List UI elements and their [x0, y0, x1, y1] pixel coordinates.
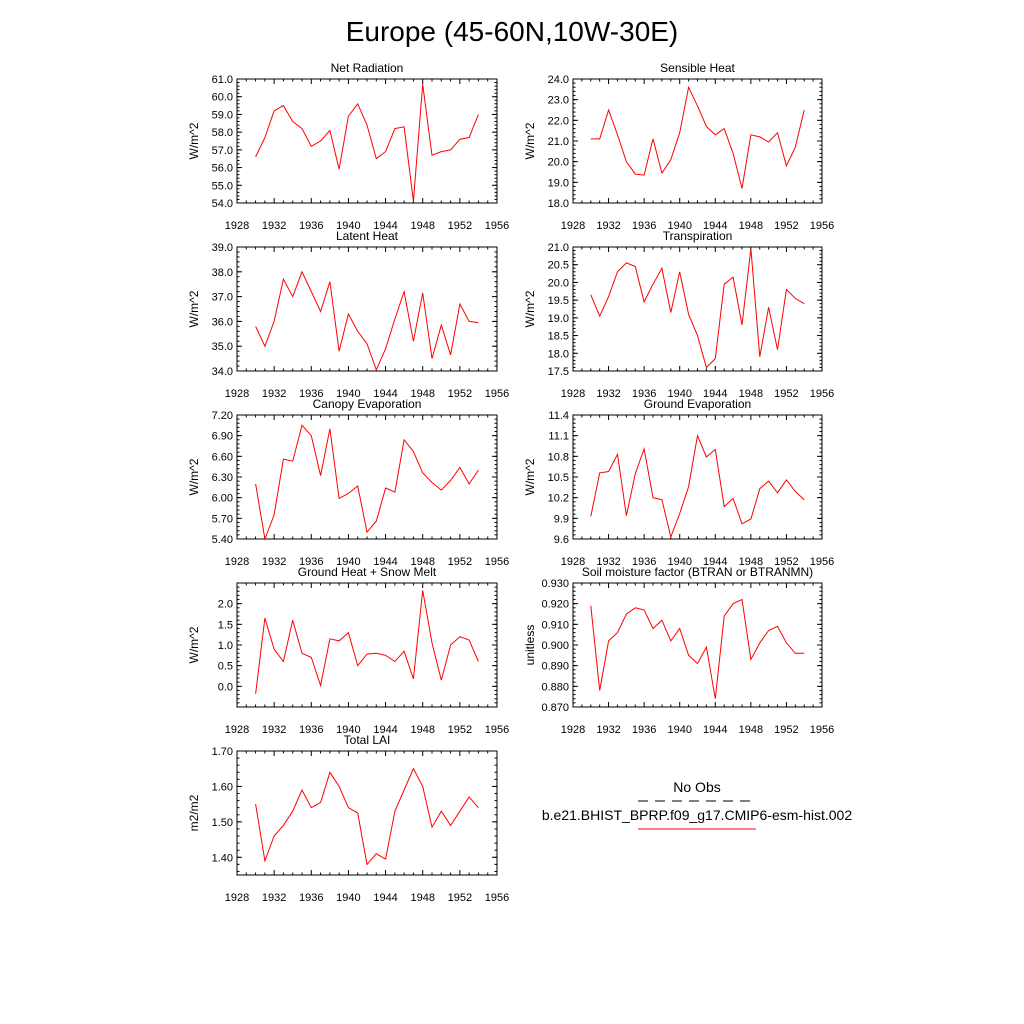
y-tick-label: 0.920 [541, 598, 569, 611]
x-tick-label: 1944 [373, 388, 398, 400]
x-tick-label: 1940 [667, 388, 692, 400]
y-tick-label: 20.0 [547, 156, 569, 169]
y-tick-label: 61.0 [211, 74, 233, 86]
chart-panel [187, 61, 509, 232]
y-tick-label: 24.0 [547, 74, 569, 86]
y-tick-label: 6.90 [211, 430, 233, 443]
figure-title: Europe (45-60N,10W-30E) [345, 16, 679, 47]
x-tick-label: 1952 [774, 556, 799, 568]
x-tick-label: 1956 [484, 220, 510, 232]
x-tick-label: 1956 [809, 556, 835, 568]
x-tick-label: 1936 [299, 892, 324, 904]
y-tick-label: 1.5 [217, 619, 233, 632]
y-tick-label: 55.0 [211, 180, 233, 193]
y-tick-label: 21.0 [547, 242, 569, 254]
x-tick-label: 1948 [410, 724, 435, 736]
legend-label-obs: No Obs [673, 779, 721, 795]
plot-frame [573, 583, 822, 707]
x-tick-label: 1928 [560, 388, 586, 400]
x-tick-label: 1940 [667, 220, 692, 232]
y-tick-label: 20.0 [547, 277, 569, 290]
plot-frame [237, 751, 497, 875]
x-tick-label: 1940 [667, 724, 692, 736]
chart-panel [187, 397, 509, 568]
y-tick-label: 23.0 [547, 94, 569, 107]
x-tick-label: 1932 [261, 556, 287, 568]
y-tick-label: 0.870 [541, 702, 569, 714]
chart-panel [523, 565, 834, 736]
panels [187, 61, 834, 904]
x-tick-label: 1956 [484, 724, 510, 736]
y-tick-label: 1.60 [211, 781, 233, 794]
y-tick-label: 34.0 [211, 366, 233, 378]
x-tick-label: 1952 [447, 724, 473, 736]
y-tick-label: 11.4 [548, 410, 569, 422]
legend [542, 779, 852, 829]
y-tick-label: 36.0 [211, 316, 233, 329]
x-tick-label: 1952 [774, 724, 799, 736]
x-tick-label: 1932 [261, 724, 287, 736]
chart-panel [523, 229, 834, 400]
x-tick-label: 1928 [224, 388, 250, 400]
y-tick-label: 2.0 [217, 598, 233, 611]
y-tick-label: 57.0 [211, 144, 233, 157]
panel-title: Ground Evaporation [643, 397, 752, 411]
y-tick-label: 35.0 [211, 341, 233, 354]
x-tick-label: 1928 [224, 892, 250, 904]
y-tick-label: 22.0 [547, 115, 569, 128]
y-tick-label: 6.60 [211, 451, 233, 464]
x-tick-label: 1940 [336, 220, 361, 232]
y-tick-label: 58.0 [211, 127, 233, 140]
y-tick-label: 0.910 [541, 619, 569, 632]
plot-frame [573, 247, 822, 371]
panel-title: Soil moisture factor (BTRAN or BTRANMN) [581, 565, 814, 579]
y-axis-label: W/m^2 [523, 122, 537, 160]
x-tick-label: 1948 [410, 388, 435, 400]
y-tick-label: 19.0 [547, 177, 569, 190]
y-tick-label: 6.00 [211, 492, 233, 505]
y-axis-label: W/m^2 [523, 290, 537, 328]
y-tick-label: 19.5 [547, 295, 569, 308]
plot-frame [237, 247, 497, 371]
x-tick-label: 1932 [261, 220, 287, 232]
y-tick-label: 0.880 [541, 681, 569, 694]
x-tick-label: 1936 [631, 388, 657, 400]
x-tick-label: 1932 [596, 556, 621, 568]
x-tick-label: 1932 [596, 388, 621, 400]
x-tick-label: 1948 [410, 892, 435, 904]
chart-panel [523, 397, 834, 568]
series-line [591, 87, 804, 188]
x-tick-label: 1944 [703, 724, 728, 736]
panel-title: Transpiration [662, 229, 733, 243]
x-tick-label: 1952 [774, 388, 799, 400]
y-axis-label: W/m^2 [187, 458, 201, 496]
x-tick-label: 1940 [336, 724, 361, 736]
series-line [256, 272, 479, 370]
y-tick-label: 0.900 [541, 640, 569, 652]
panel-title: Canopy Evaporation [312, 397, 422, 411]
x-tick-label: 1940 [336, 388, 361, 400]
chart-panel [187, 733, 509, 904]
y-tick-label: 17.5 [547, 366, 569, 378]
x-tick-label: 1952 [774, 220, 799, 232]
series-line [256, 769, 479, 865]
y-tick-label: 56.0 [211, 162, 233, 175]
y-tick-label: 20.5 [547, 259, 569, 272]
y-tick-label: 10.5 [547, 472, 569, 484]
x-tick-label: 1944 [703, 388, 728, 400]
plot-frame [237, 583, 497, 707]
chart-panel [187, 565, 509, 736]
panel-title: Latent Heat [335, 229, 399, 243]
y-axis-label: m2/m2 [187, 794, 201, 832]
y-tick-label: 9.9 [553, 513, 569, 526]
panel-title: Sensible Heat [660, 61, 735, 75]
y-tick-label: 21.0 [547, 136, 569, 148]
y-tick-label: 37.0 [211, 291, 233, 304]
x-tick-label: 1956 [484, 556, 510, 568]
x-tick-label: 1944 [703, 220, 728, 232]
x-tick-label: 1948 [410, 220, 435, 232]
y-tick-label: 54.0 [211, 198, 233, 210]
panel-title: Net Radiation [330, 61, 404, 75]
x-tick-label: 1948 [738, 388, 764, 400]
x-tick-label: 1932 [596, 724, 621, 736]
x-tick-label: 1956 [809, 388, 835, 400]
y-tick-label: 39.0 [211, 242, 233, 254]
x-tick-label: 1940 [336, 892, 361, 904]
y-tick-label: 1.40 [211, 852, 233, 865]
x-tick-label: 1944 [373, 556, 398, 568]
x-tick-label: 1944 [373, 220, 398, 232]
x-tick-label: 1956 [809, 724, 835, 736]
x-tick-label: 1940 [667, 556, 692, 568]
plot-frame [573, 415, 822, 539]
x-tick-label: 1928 [560, 556, 586, 568]
x-tick-label: 1936 [299, 724, 324, 736]
y-tick-label: 0.890 [541, 660, 569, 673]
x-tick-label: 1944 [703, 556, 728, 568]
x-tick-label: 1948 [410, 556, 435, 568]
panel-title: Ground Heat + Snow Melt [297, 565, 437, 579]
chart-panel [523, 61, 834, 232]
plot-frame [573, 79, 822, 203]
x-tick-label: 1932 [596, 220, 621, 232]
x-tick-label: 1932 [261, 388, 287, 400]
y-axis-label: W/m^2 [187, 122, 201, 160]
y-tick-label: 6.30 [211, 472, 233, 484]
series-line [256, 84, 479, 201]
y-axis-label: W/m^2 [187, 626, 201, 664]
x-tick-label: 1928 [560, 724, 586, 736]
series-line [256, 425, 479, 539]
x-tick-label: 1956 [484, 388, 510, 400]
y-tick-label: 0.5 [217, 660, 233, 673]
x-tick-label: 1952 [447, 556, 473, 568]
x-tick-label: 1936 [299, 220, 324, 232]
series-line [256, 590, 479, 693]
y-tick-label: 38.0 [211, 266, 233, 279]
x-tick-label: 1956 [484, 892, 510, 904]
x-tick-label: 1928 [224, 724, 250, 736]
y-tick-label: 5.70 [211, 513, 233, 526]
y-tick-label: 10.2 [547, 492, 569, 505]
y-axis-label: unitless [523, 624, 537, 666]
y-axis-label: W/m^2 [187, 290, 201, 328]
y-tick-label: 1.0 [217, 640, 233, 652]
x-tick-label: 1932 [261, 892, 287, 904]
x-tick-label: 1940 [336, 556, 361, 568]
x-tick-label: 1952 [447, 220, 473, 232]
y-tick-label: 7.20 [211, 410, 233, 422]
y-tick-label: 18.0 [547, 198, 569, 210]
plot-frame [237, 415, 497, 539]
x-tick-label: 1948 [738, 724, 764, 736]
x-tick-label: 1936 [631, 220, 657, 232]
series-line [591, 600, 804, 699]
x-tick-label: 1944 [373, 892, 398, 904]
x-tick-label: 1948 [738, 220, 764, 232]
series-line [591, 436, 804, 537]
chart-panel [187, 229, 509, 400]
y-tick-label: 60.0 [211, 91, 233, 104]
y-tick-label: 5.40 [211, 534, 233, 546]
y-tick-label: 18.0 [547, 348, 569, 361]
x-tick-label: 1928 [224, 556, 250, 568]
x-tick-label: 1944 [373, 724, 398, 736]
x-tick-label: 1936 [631, 724, 657, 736]
y-tick-label: 10.8 [547, 451, 569, 464]
y-tick-label: 18.5 [547, 330, 569, 343]
x-tick-label: 1936 [631, 556, 657, 568]
y-axis-label: W/m^2 [523, 458, 537, 496]
y-tick-label: 0.930 [541, 578, 569, 590]
y-tick-label: 9.6 [553, 534, 569, 546]
y-tick-label: 59.0 [211, 109, 233, 122]
y-tick-label: 0.0 [217, 681, 233, 694]
x-tick-label: 1952 [447, 892, 473, 904]
x-tick-label: 1936 [299, 556, 324, 568]
x-tick-label: 1956 [809, 220, 835, 232]
panel-title: Total LAI [343, 733, 391, 747]
x-tick-label: 1928 [560, 220, 586, 232]
x-tick-label: 1952 [447, 388, 473, 400]
y-tick-label: 19.0 [547, 312, 569, 325]
y-tick-label: 11.1 [548, 430, 569, 443]
x-tick-label: 1936 [299, 388, 324, 400]
y-tick-label: 1.50 [211, 816, 233, 829]
x-tick-label: 1928 [224, 220, 250, 232]
series-line [591, 249, 804, 368]
y-tick-label: 1.70 [211, 746, 233, 758]
legend-label-model: b.e21.BHIST_BPRP.f09_g17.CMIP6-esm-hist.002 [541, 807, 853, 823]
x-tick-label: 1948 [738, 556, 764, 568]
